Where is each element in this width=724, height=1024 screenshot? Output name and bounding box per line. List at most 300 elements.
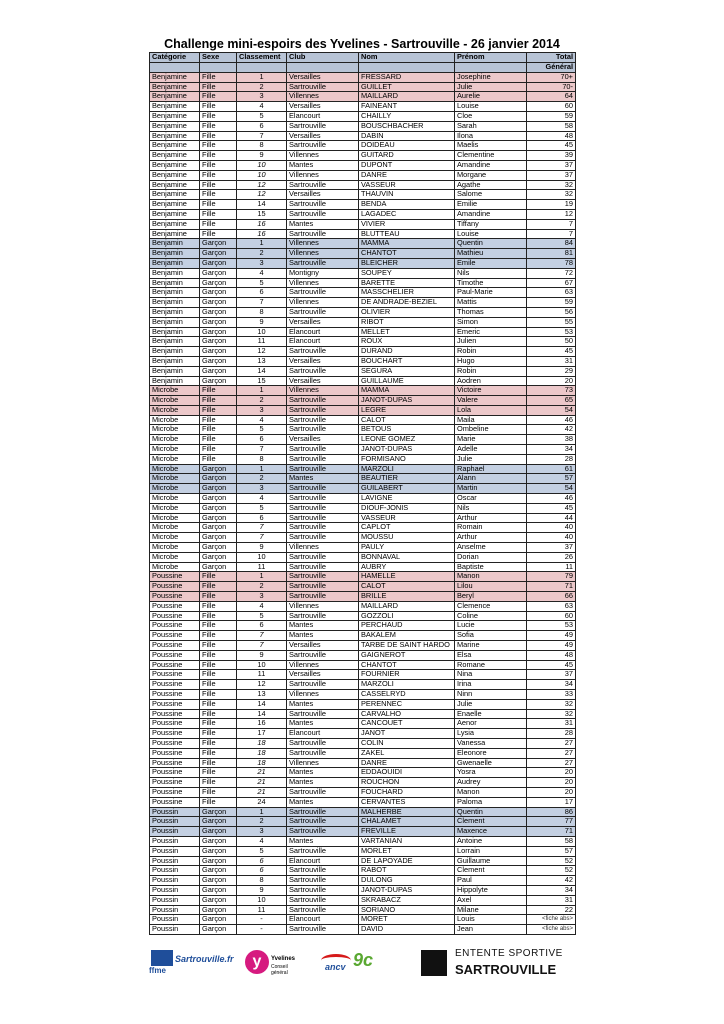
cell-nom: LEONE GOMEZ (359, 435, 455, 445)
cell-prenom: Gwenaelle (455, 758, 527, 768)
cell-total: 12 (527, 209, 576, 219)
cell-classement: 7 (237, 445, 287, 455)
cell-total: 48 (527, 650, 576, 660)
cell-club: Sartrouville (287, 738, 359, 748)
entente-line-2: SARTROUVILLE (455, 962, 557, 977)
table-row (150, 337, 576, 347)
cell-sexe: Garçon (200, 543, 237, 553)
table-row (150, 249, 576, 259)
cell-nom: CERVANTES (359, 797, 455, 807)
table-row (150, 768, 576, 778)
cell-prenom: Emeric (455, 327, 527, 337)
cell-prenom: Beryl (455, 592, 527, 602)
cell-total: 65 (527, 396, 576, 406)
table-row (150, 513, 576, 523)
cell-classement: 14 (237, 366, 287, 376)
cell-categorie: Microbe (150, 562, 200, 572)
cell-prenom: Lucie (455, 621, 527, 631)
cell-sexe: Garçon (200, 885, 237, 895)
cell-categorie: Benjamin (150, 327, 200, 337)
cell-total: 52 (527, 866, 576, 876)
cell-nom: BONNAVAL (359, 552, 455, 562)
cell-prenom: Alann (455, 474, 527, 484)
cell-categorie: Poussin (150, 876, 200, 886)
cell-classement: 18 (237, 758, 287, 768)
cell-prenom: Mathieu (455, 249, 527, 259)
cell-nom: LAGADEC (359, 209, 455, 219)
cell-categorie: Benjamine (150, 141, 200, 151)
cell-nom: GUILABERT (359, 484, 455, 494)
table-row (150, 180, 576, 190)
cell-prenom: Agathe (455, 180, 527, 190)
cell-club: Montigny (287, 268, 359, 278)
cell-nom: FRESSARD (359, 72, 455, 82)
cell-club: Villennes (287, 758, 359, 768)
table-row (150, 151, 576, 161)
cell-club: Sartrouville (287, 748, 359, 758)
cell-classement: 2 (237, 817, 287, 827)
cell-prenom: Julie (455, 82, 527, 92)
cell-nom: SEGURA (359, 366, 455, 376)
cell-categorie: Microbe (150, 494, 200, 504)
cell-prenom: Anselme (455, 543, 527, 553)
header-total: Total (527, 53, 576, 63)
cell-club: Villennes (287, 690, 359, 700)
cell-categorie: Poussine (150, 592, 200, 602)
table-row (150, 484, 576, 494)
cell-classement: 6 (237, 866, 287, 876)
yvelines-name: Yvelines (271, 956, 296, 962)
table-row (150, 572, 576, 582)
cell-total: <fiche abs> (527, 915, 576, 925)
entente-sportive-logo (421, 948, 575, 978)
cell-total: 58 (527, 121, 576, 131)
cell-club: Villennes (287, 298, 359, 308)
cell-total: 71 (527, 827, 576, 837)
cell-total: 32 (527, 180, 576, 190)
cell-nom: PAULY (359, 543, 455, 553)
cell-prenom: Valere (455, 396, 527, 406)
cell-club: Sartrouville (287, 494, 359, 504)
cell-prenom: Clement (455, 817, 527, 827)
cell-nom: CHANTOT (359, 249, 455, 259)
cell-prenom: Audrey (455, 778, 527, 788)
cell-club: Sartrouville (287, 827, 359, 837)
cell-total: 49 (527, 631, 576, 641)
cell-nom: THAUVIN (359, 190, 455, 200)
cell-categorie: Poussin (150, 807, 200, 817)
cell-categorie: Benjamine (150, 131, 200, 141)
table-row (150, 219, 576, 229)
cell-prenom: Louis (455, 915, 527, 925)
cell-categorie: Benjamin (150, 366, 200, 376)
cell-club: Villennes (287, 239, 359, 249)
cell-nom: MARZOLI (359, 680, 455, 690)
cell-prenom: Marie (455, 435, 527, 445)
cell-sexe: Garçon (200, 298, 237, 308)
cell-nom: CALOT (359, 582, 455, 592)
cell-total: 53 (527, 327, 576, 337)
cell-sexe: Garçon (200, 376, 237, 386)
cell-sexe: Garçon (200, 876, 237, 886)
cell-club: Sartrouville (287, 709, 359, 719)
cell-classement: 10 (237, 552, 287, 562)
cell-club: Mantes (287, 699, 359, 709)
cell-club: Mantes (287, 631, 359, 641)
table-row (150, 415, 576, 425)
cell-prenom: Romain (455, 523, 527, 533)
cell-club: Villennes (287, 92, 359, 102)
cell-prenom: Paul-Marie (455, 288, 527, 298)
yvelines-y-icon: y (245, 950, 269, 974)
cell-sexe: Fille (200, 209, 237, 219)
table-row (150, 836, 576, 846)
cell-categorie: Poussine (150, 778, 200, 788)
cell-classement: 2 (237, 82, 287, 92)
cell-sexe: Fille (200, 435, 237, 445)
cell-nom: GAIGNEROT (359, 650, 455, 660)
table-row (150, 376, 576, 386)
cell-club: Sartrouville (287, 611, 359, 621)
cell-sexe: Fille (200, 102, 237, 112)
results-body (150, 72, 576, 934)
cell-categorie: Benjamin (150, 376, 200, 386)
cell-nom: SORIANO (359, 905, 455, 915)
cell-classement: 11 (237, 905, 287, 915)
cell-categorie: Poussin (150, 856, 200, 866)
cell-club: Sartrouville (287, 484, 359, 494)
cell-total: 33 (527, 690, 576, 700)
cell-sexe: Fille (200, 415, 237, 425)
cell-classement: 3 (237, 827, 287, 837)
cell-sexe: Fille (200, 601, 237, 611)
table-header-row-2 (150, 63, 576, 73)
cell-categorie: Benjamine (150, 180, 200, 190)
cell-categorie: Benjamin (150, 356, 200, 366)
cell-categorie: Benjamine (150, 102, 200, 112)
cell-classement: 7 (237, 641, 287, 651)
table-row (150, 239, 576, 249)
cell-classement: 10 (237, 660, 287, 670)
cell-club: Sartrouville (287, 680, 359, 690)
cell-classement: 21 (237, 778, 287, 788)
cell-sexe: Garçon (200, 836, 237, 846)
cell-classement: 24 (237, 797, 287, 807)
cell-nom: BARETTE (359, 278, 455, 288)
cell-total: 40 (527, 523, 576, 533)
table-row (150, 895, 576, 905)
cell-nom: SKRABACZ (359, 895, 455, 905)
cell-nom: FREVILLE (359, 827, 455, 837)
cell-sexe: Fille (200, 631, 237, 641)
cell-sexe: Garçon (200, 239, 237, 249)
cell-sexe: Fille (200, 748, 237, 758)
cell-prenom: Julie (455, 454, 527, 464)
cell-club: Mantes (287, 219, 359, 229)
cell-classement: 2 (237, 396, 287, 406)
cell-sexe: Garçon (200, 278, 237, 288)
cell-categorie: Poussin (150, 895, 200, 905)
entente-line-1: ENTENTE SPORTIVE (455, 948, 563, 959)
cell-club: Elancourt (287, 856, 359, 866)
cell-nom: PERCHAUD (359, 621, 455, 631)
cell-classement: 8 (237, 876, 287, 886)
cell-sexe: Garçon (200, 464, 237, 474)
cell-categorie: Benjamin (150, 278, 200, 288)
cell-nom: DUPONT (359, 160, 455, 170)
cell-sexe: Garçon (200, 807, 237, 817)
cell-classement: 1 (237, 807, 287, 817)
cell-nom: MAMMA (359, 386, 455, 396)
table-row (150, 72, 576, 82)
cell-sexe: Garçon (200, 317, 237, 327)
cell-classement: 10 (237, 327, 287, 337)
cell-sexe: Fille (200, 592, 237, 602)
cell-sexe: Garçon (200, 258, 237, 268)
cell-sexe: Fille (200, 758, 237, 768)
table-row (150, 445, 576, 455)
cell-total: 61 (527, 464, 576, 474)
cell-nom: MASSCHELIER (359, 288, 455, 298)
cell-categorie: Poussine (150, 582, 200, 592)
cell-nom: HAMELLE (359, 572, 455, 582)
cell-classement: 7 (237, 533, 287, 543)
cell-prenom: Yosra (455, 768, 527, 778)
cell-categorie: Poussine (150, 690, 200, 700)
cell-nom: CASSELRYD (359, 690, 455, 700)
cell-prenom: Amandine (455, 160, 527, 170)
cell-club: Villennes (287, 151, 359, 161)
cell-categorie: Poussine (150, 621, 200, 631)
cell-club: Sartrouville (287, 866, 359, 876)
cell-classement: 7 (237, 631, 287, 641)
cell-nom: MELLET (359, 327, 455, 337)
cell-nom: AUBRY (359, 562, 455, 572)
cell-categorie: Poussine (150, 680, 200, 690)
cell-categorie: Microbe (150, 533, 200, 543)
cell-classement: 14 (237, 699, 287, 709)
cell-total: 11 (527, 562, 576, 572)
cell-total: 27 (527, 748, 576, 758)
cell-categorie: Benjamine (150, 160, 200, 170)
cell-categorie: Microbe (150, 415, 200, 425)
table-row (150, 356, 576, 366)
cell-total: 63 (527, 288, 576, 298)
cell-categorie: Poussine (150, 748, 200, 758)
table-row (150, 543, 576, 553)
cell-club: Sartrouville (287, 807, 359, 817)
cell-sexe: Fille (200, 151, 237, 161)
cell-categorie: Benjamine (150, 72, 200, 82)
cell-prenom: Tiffany (455, 219, 527, 229)
cell-classement: - (237, 925, 287, 935)
cell-categorie: Poussin (150, 827, 200, 837)
cell-categorie: Benjamine (150, 200, 200, 210)
table-row (150, 621, 576, 631)
cell-nom: BAKALEM (359, 631, 455, 641)
cell-sexe: Fille (200, 170, 237, 180)
cell-categorie: Benjamin (150, 307, 200, 317)
cell-club: Sartrouville (287, 905, 359, 915)
cell-prenom: Aenor (455, 719, 527, 729)
cell-classement: 16 (237, 229, 287, 239)
cell-prenom: Enaelle (455, 709, 527, 719)
sartrouville-logo: Sartrouville.fr (175, 954, 234, 964)
cell-classement: 4 (237, 494, 287, 504)
table-row (150, 474, 576, 484)
cell-classement: 4 (237, 415, 287, 425)
cell-classement: 2 (237, 582, 287, 592)
cell-club: Sartrouville (287, 288, 359, 298)
cell-total: 37 (527, 670, 576, 680)
table-row (150, 738, 576, 748)
cell-nom: DOIDEAU (359, 141, 455, 151)
cell-club: Sartrouville (287, 592, 359, 602)
cell-sexe: Fille (200, 738, 237, 748)
cell-classement: 2 (237, 249, 287, 259)
table-row (150, 660, 576, 670)
cell-total: 42 (527, 876, 576, 886)
cell-classement: 11 (237, 337, 287, 347)
cell-total: 57 (527, 474, 576, 484)
cell-categorie: Poussin (150, 905, 200, 915)
cell-total: 70- (527, 82, 576, 92)
cell-categorie: Benjamin (150, 258, 200, 268)
cell-categorie: Poussine (150, 699, 200, 709)
table-row (150, 92, 576, 102)
cell-classement: 3 (237, 258, 287, 268)
cell-categorie: Benjamine (150, 121, 200, 131)
cell-club: Villennes (287, 543, 359, 553)
cell-total: 56 (527, 307, 576, 317)
cell-club: Sartrouville (287, 876, 359, 886)
cell-club: Sartrouville (287, 200, 359, 210)
cell-sexe: Fille (200, 219, 237, 229)
cell-categorie: Benjamine (150, 190, 200, 200)
cell-sexe: Fille (200, 670, 237, 680)
cell-categorie: Poussine (150, 709, 200, 719)
table-row (150, 856, 576, 866)
cell-categorie: Microbe (150, 523, 200, 533)
cell-nom: BLEICHER (359, 258, 455, 268)
cell-prenom: Antoine (455, 836, 527, 846)
cell-prenom: Simon (455, 317, 527, 327)
cell-prenom: Lorrain (455, 846, 527, 856)
cell-classement: 21 (237, 768, 287, 778)
table-row (150, 631, 576, 641)
cell-total: 54 (527, 484, 576, 494)
cell-prenom: Ilona (455, 131, 527, 141)
header-nom: Nom (359, 53, 455, 63)
cell-nom: BOUSCHBACHER (359, 121, 455, 131)
table-row (150, 699, 576, 709)
cell-prenom: Lysia (455, 729, 527, 739)
cell-sexe: Fille (200, 797, 237, 807)
cell-prenom: Robin (455, 347, 527, 357)
cell-total: 37 (527, 160, 576, 170)
cell-sexe: Fille (200, 778, 237, 788)
cell-total: 42 (527, 425, 576, 435)
cell-nom: JANOT (359, 729, 455, 739)
table-row (150, 278, 576, 288)
cell-sexe: Garçon (200, 513, 237, 523)
cell-total: 31 (527, 895, 576, 905)
cell-nom: MALHERBE (359, 807, 455, 817)
cell-club: Villennes (287, 278, 359, 288)
cell-categorie: Benjamin (150, 337, 200, 347)
cell-sexe: Fille (200, 650, 237, 660)
cell-total: 38 (527, 435, 576, 445)
cell-classement: 13 (237, 690, 287, 700)
yvelines-sub: Conseil général (271, 964, 288, 976)
cell-classement: 6 (237, 288, 287, 298)
cell-total: 19 (527, 200, 576, 210)
cell-categorie: Poussine (150, 768, 200, 778)
cell-prenom: Arthur (455, 513, 527, 523)
cell-total: 39 (527, 151, 576, 161)
header-sexe: Sexe (200, 53, 237, 63)
cell-total: 20 (527, 768, 576, 778)
cell-nom: BOUCHART (359, 356, 455, 366)
cell-prenom: Quentin (455, 239, 527, 249)
cell-nom: TARBE DE SAINT HARDO (359, 641, 455, 651)
cell-categorie: Benjamin (150, 298, 200, 308)
cell-prenom: Julie (455, 699, 527, 709)
cell-sexe: Garçon (200, 503, 237, 513)
cell-prenom: Maxence (455, 827, 527, 837)
table-row (150, 690, 576, 700)
cell-nom: SOUPEY (359, 268, 455, 278)
cell-prenom: Emilie (455, 200, 527, 210)
cell-club: Villennes (287, 601, 359, 611)
cell-club: Sartrouville (287, 454, 359, 464)
cell-club: Mantes (287, 836, 359, 846)
cell-nom: CHAILLY (359, 111, 455, 121)
cell-categorie: Microbe (150, 513, 200, 523)
cell-nom: LEGRE (359, 405, 455, 415)
table-row (150, 719, 576, 729)
cell-prenom: Morgane (455, 170, 527, 180)
cell-total: 34 (527, 445, 576, 455)
cell-categorie: Benjamine (150, 82, 200, 92)
cell-nom: CARVALHO (359, 709, 455, 719)
cell-prenom: Salome (455, 190, 527, 200)
cell-nom: DURAND (359, 347, 455, 357)
cell-categorie: Microbe (150, 464, 200, 474)
cell-prenom: Julien (455, 337, 527, 347)
cell-total: 31 (527, 356, 576, 366)
cell-sexe: Garçon (200, 494, 237, 504)
table-row (150, 366, 576, 376)
cell-club: Sartrouville (287, 366, 359, 376)
cell-categorie: Benjamine (150, 151, 200, 161)
cell-club: Elancourt (287, 337, 359, 347)
cell-sexe: Garçon (200, 288, 237, 298)
cell-prenom: Ninn (455, 690, 527, 700)
cell-nom: JANOT-DUPAS (359, 445, 455, 455)
cell-prenom: Thomas (455, 307, 527, 317)
cell-sexe: Fille (200, 111, 237, 121)
cell-total: 32 (527, 190, 576, 200)
cell-prenom: Nils (455, 268, 527, 278)
cell-total: 29 (527, 366, 576, 376)
results-table (149, 52, 576, 935)
cell-nom: BEAUTIER (359, 474, 455, 484)
cell-club: Versailles (287, 317, 359, 327)
cell-nom: DE LAPOYADE (359, 856, 455, 866)
cell-prenom: Mattis (455, 298, 527, 308)
table-row (150, 396, 576, 406)
